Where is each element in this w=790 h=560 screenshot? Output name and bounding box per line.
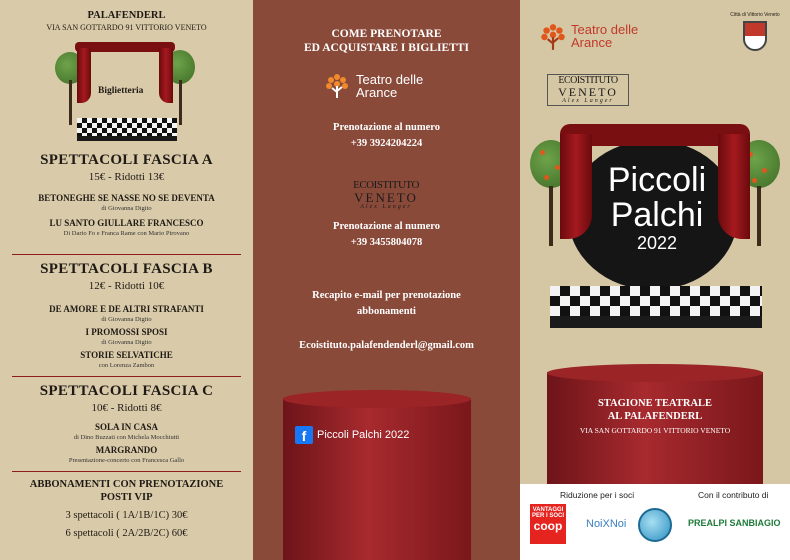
middle-panel: [253, 0, 520, 560]
facebook-icon[interactable]: f: [295, 426, 313, 444]
show-title: STORIE SELVATICHE: [80, 350, 173, 360]
divider: [12, 254, 241, 255]
ecoistituto-logo: ECOISTITUTO VENETO Alex Langer: [547, 74, 629, 106]
orange-tree-icon: [323, 72, 351, 100]
fascia-a-price: 15€ - Ridotti 13€: [88, 171, 165, 183]
noixnoi-logo: NoiXNoi: [586, 518, 627, 530]
divider: [12, 376, 241, 377]
orange-tree-icon: [538, 22, 566, 50]
subscription-title: ABBONAMENTI CON PRENOTAZIONE: [29, 479, 224, 490]
booking-phone: +39 3924204224: [350, 138, 423, 149]
season-title: STAGIONE TEATRALE: [597, 398, 713, 409]
ticket-office-label: Biglietteria: [98, 86, 144, 96]
booking-heading: ED ACQUISTARE I BIGLIETTI: [304, 42, 469, 54]
ecoistituto-logo: ECOISTITUTO VENETO Alex Langer: [353, 179, 419, 210]
divider: [12, 471, 241, 472]
subscription-line: 3 spettacoli ( 1A/1B/1C) 30€: [65, 510, 188, 521]
show-title: DE AMORE E DE ALTRI STRAFANTI: [49, 304, 204, 314]
teatro-delle-arance-logo: Teatro delle Arance: [323, 72, 423, 100]
venue-address: VIA SAN GOTTARDO 91 VITTORIO VENETO: [46, 23, 207, 32]
fascia-a-title: SPETTACOLI FASCIA A: [40, 152, 213, 168]
booking-heading: COME PRENOTARE: [331, 28, 442, 40]
globe-logo: [638, 508, 672, 542]
show-title: SOLA IN CASA: [94, 422, 159, 432]
subscription-subtitle: POSTI VIP: [100, 492, 153, 503]
show-title: BETONEGHE SE NASSE NO SE DEVENTA: [38, 193, 215, 203]
season-subtitle: AL PALAFENDERL: [607, 411, 703, 422]
pedestal: [283, 398, 471, 560]
venue-name: PALAFENDERL: [87, 10, 166, 21]
fascia-b-price: 12€ - Ridotti 10€: [88, 280, 165, 292]
pedestal-top: [283, 390, 471, 408]
discount-label: Riduzione per i soci: [560, 490, 635, 500]
event-year: 2022: [636, 233, 678, 253]
contribution-label: Con il contributo di: [698, 490, 769, 500]
show-title: LU SANTO GIULLARE FRANCESCO: [49, 218, 204, 228]
right-panel: [520, 0, 790, 560]
facebook-page-link[interactable]: Piccoli Palchi 2022: [317, 429, 410, 441]
show-author: di Giovanna Digito: [101, 339, 152, 346]
show-author: Presentazione-concerto con Francesca Gallo: [68, 457, 185, 464]
event-title: Piccoli: [607, 161, 707, 199]
coop-logo: VANTAGGI PER I SOCI coop: [530, 504, 566, 544]
stage-base: [550, 316, 762, 328]
prealpi-logo: PREALPI SANBIAGIO: [688, 518, 781, 528]
show-author: di Giovanna Digito: [101, 205, 152, 212]
email-label: Recapito e-mail per prenotazione: [312, 290, 461, 301]
show-author: di Giovanna Digito: [101, 316, 152, 323]
fascia-c-title: SPETTACOLI FASCIA C: [39, 383, 214, 399]
booking-label: Prenotazione al numero: [333, 221, 440, 232]
comune-crest: Città di Vittorio Veneto: [730, 12, 780, 82]
subscription-line: 6 spettacoli ( 2A/2B/2C) 60€: [65, 528, 188, 539]
left-panel: [0, 0, 253, 560]
teatro-delle-arance-logo: Teatro delle Arance: [538, 22, 638, 50]
checkered-floor: [550, 286, 762, 316]
email-label: abbonamenti: [357, 306, 416, 317]
email-link[interactable]: Ecoistituto.palafendenderl@gmail.com: [299, 340, 474, 351]
booking-label: Prenotazione al numero: [333, 122, 440, 133]
event-title: Palchi: [610, 196, 704, 234]
show-author: con Lorenza Zambon: [98, 362, 155, 369]
crest-icon: [743, 21, 767, 51]
sponsor-strip: [520, 484, 790, 560]
season-address: VIA SAN GOTTARDO 91 VITTORIO VENETO: [579, 426, 731, 435]
booking-phone: +39 3455804078: [350, 237, 423, 248]
show-author: Di Dario Fo e Franca Rame con Mario Pirovano: [63, 230, 190, 237]
show-author: di Dino Buzzati con Michela Mocchiutti: [73, 434, 180, 441]
show-title: MARGRANDO: [95, 445, 158, 455]
fascia-b-title: SPETTACOLI FASCIA B: [40, 261, 213, 277]
fascia-c-price: 10€ - Ridotti 8€: [91, 402, 162, 414]
show-title: I PROMOSSI SPOSI: [85, 327, 168, 337]
pedestal-top: [547, 364, 763, 382]
